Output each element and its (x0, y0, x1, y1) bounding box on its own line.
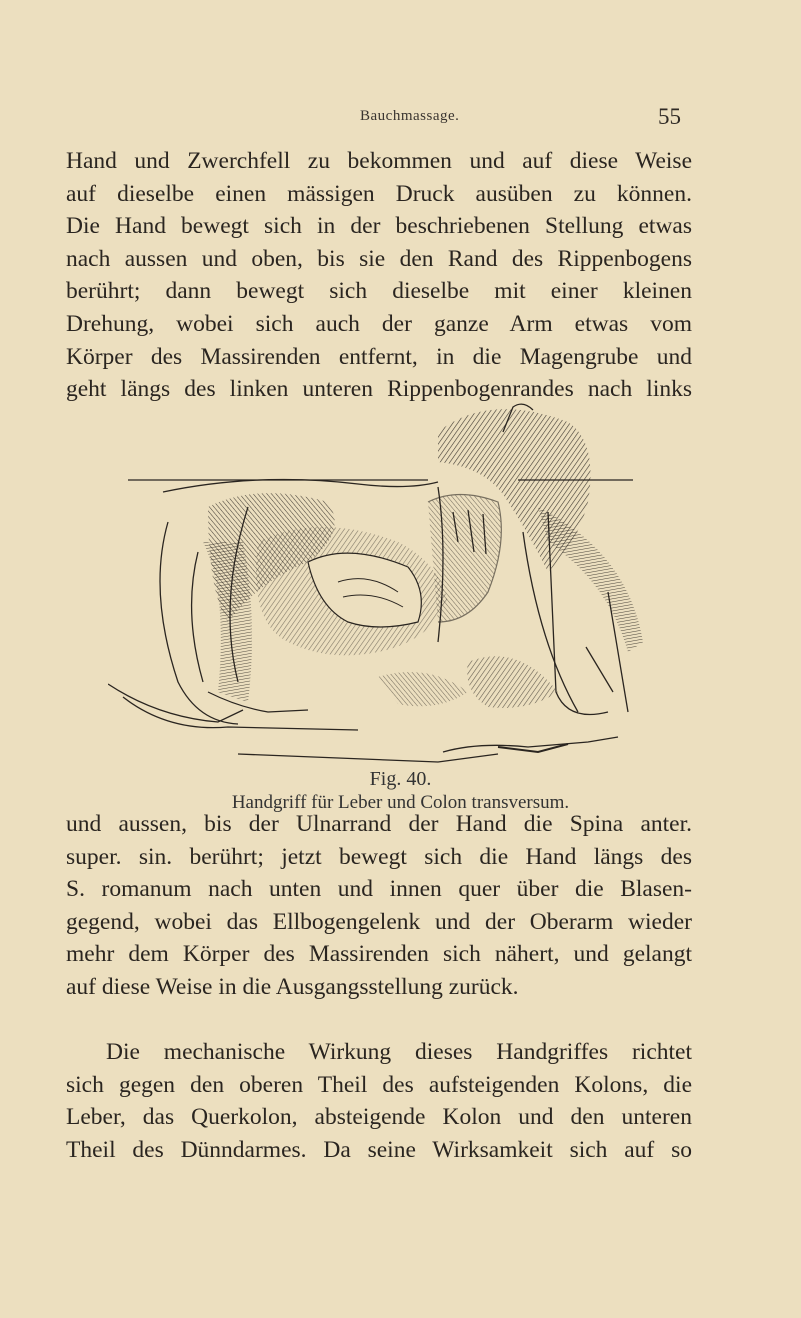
text-line: mehr dem Körper des Massirenden sich nähert, und gelangt (66, 941, 692, 968)
text-line: sich gegen den oberen Theil des aufsteigenden Kolons, die (66, 1071, 692, 1098)
text-line: Drehung, wobei sich auch der ganze Arm etwas vom (66, 310, 692, 337)
paragraph-1 (66, 145, 692, 406)
text-line: geht längs des linken unteren Rippenbogenrandes nach links (66, 376, 692, 403)
text-line: und aussen, bis der Ulnarrand der Hand die Spina anter. (66, 811, 692, 837)
text-line: super. sin. berührt; jetzt bewegt sich die Hand längs des (66, 843, 692, 870)
hand-abdomen-illustration (108, 392, 648, 767)
text-line: gegend, wobei das Ellbogengelenk und der Oberarm wieder (66, 908, 692, 935)
figure-illustration (108, 392, 648, 767)
text-line: S. romanum nach unten und innen quer über die Blasen- (66, 876, 692, 903)
running-title: Bauchmassage. (360, 108, 460, 124)
figure-label: Fig. 40. (369, 768, 432, 790)
page-number: 55 (658, 104, 681, 129)
text-line: berührt; dann bewegt sich dieselbe mit einer kleinen (66, 278, 692, 305)
text-line: Hand und Zwerchfell zu bekommen und auf diese Weise (66, 148, 692, 174)
text-line: nach aussen und oben, bis sie den Rand des Rippenbogens (66, 245, 692, 272)
figure-caption: Handgriff für Leber und Colon transversum. (231, 792, 570, 813)
text-line: Die Hand bewegt sich in der beschriebenen Stellung etwas (66, 213, 692, 240)
text-line: Körper des Massirenden entfernt, in die Magengrube und (66, 343, 692, 370)
paragraph-3 (66, 1036, 692, 1166)
paragraph-2 (66, 808, 692, 1004)
running-head (0, 104, 801, 128)
text-line: Theil des Dünndarmes. Da seine Wirksamkeit sich auf so (66, 1136, 692, 1163)
text-line: auf dieselbe einen mässigen Druck ausüben zu können. (66, 180, 692, 207)
text-line: Die mechanische Wirkung dieses Handgriffes richtet (106, 1039, 692, 1065)
text-line: auf diese Weise in die Ausgangsstellung zurück. (66, 973, 519, 1000)
text-line: Leber, das Querkolon, absteigende Kolon und den unteren (66, 1104, 692, 1131)
